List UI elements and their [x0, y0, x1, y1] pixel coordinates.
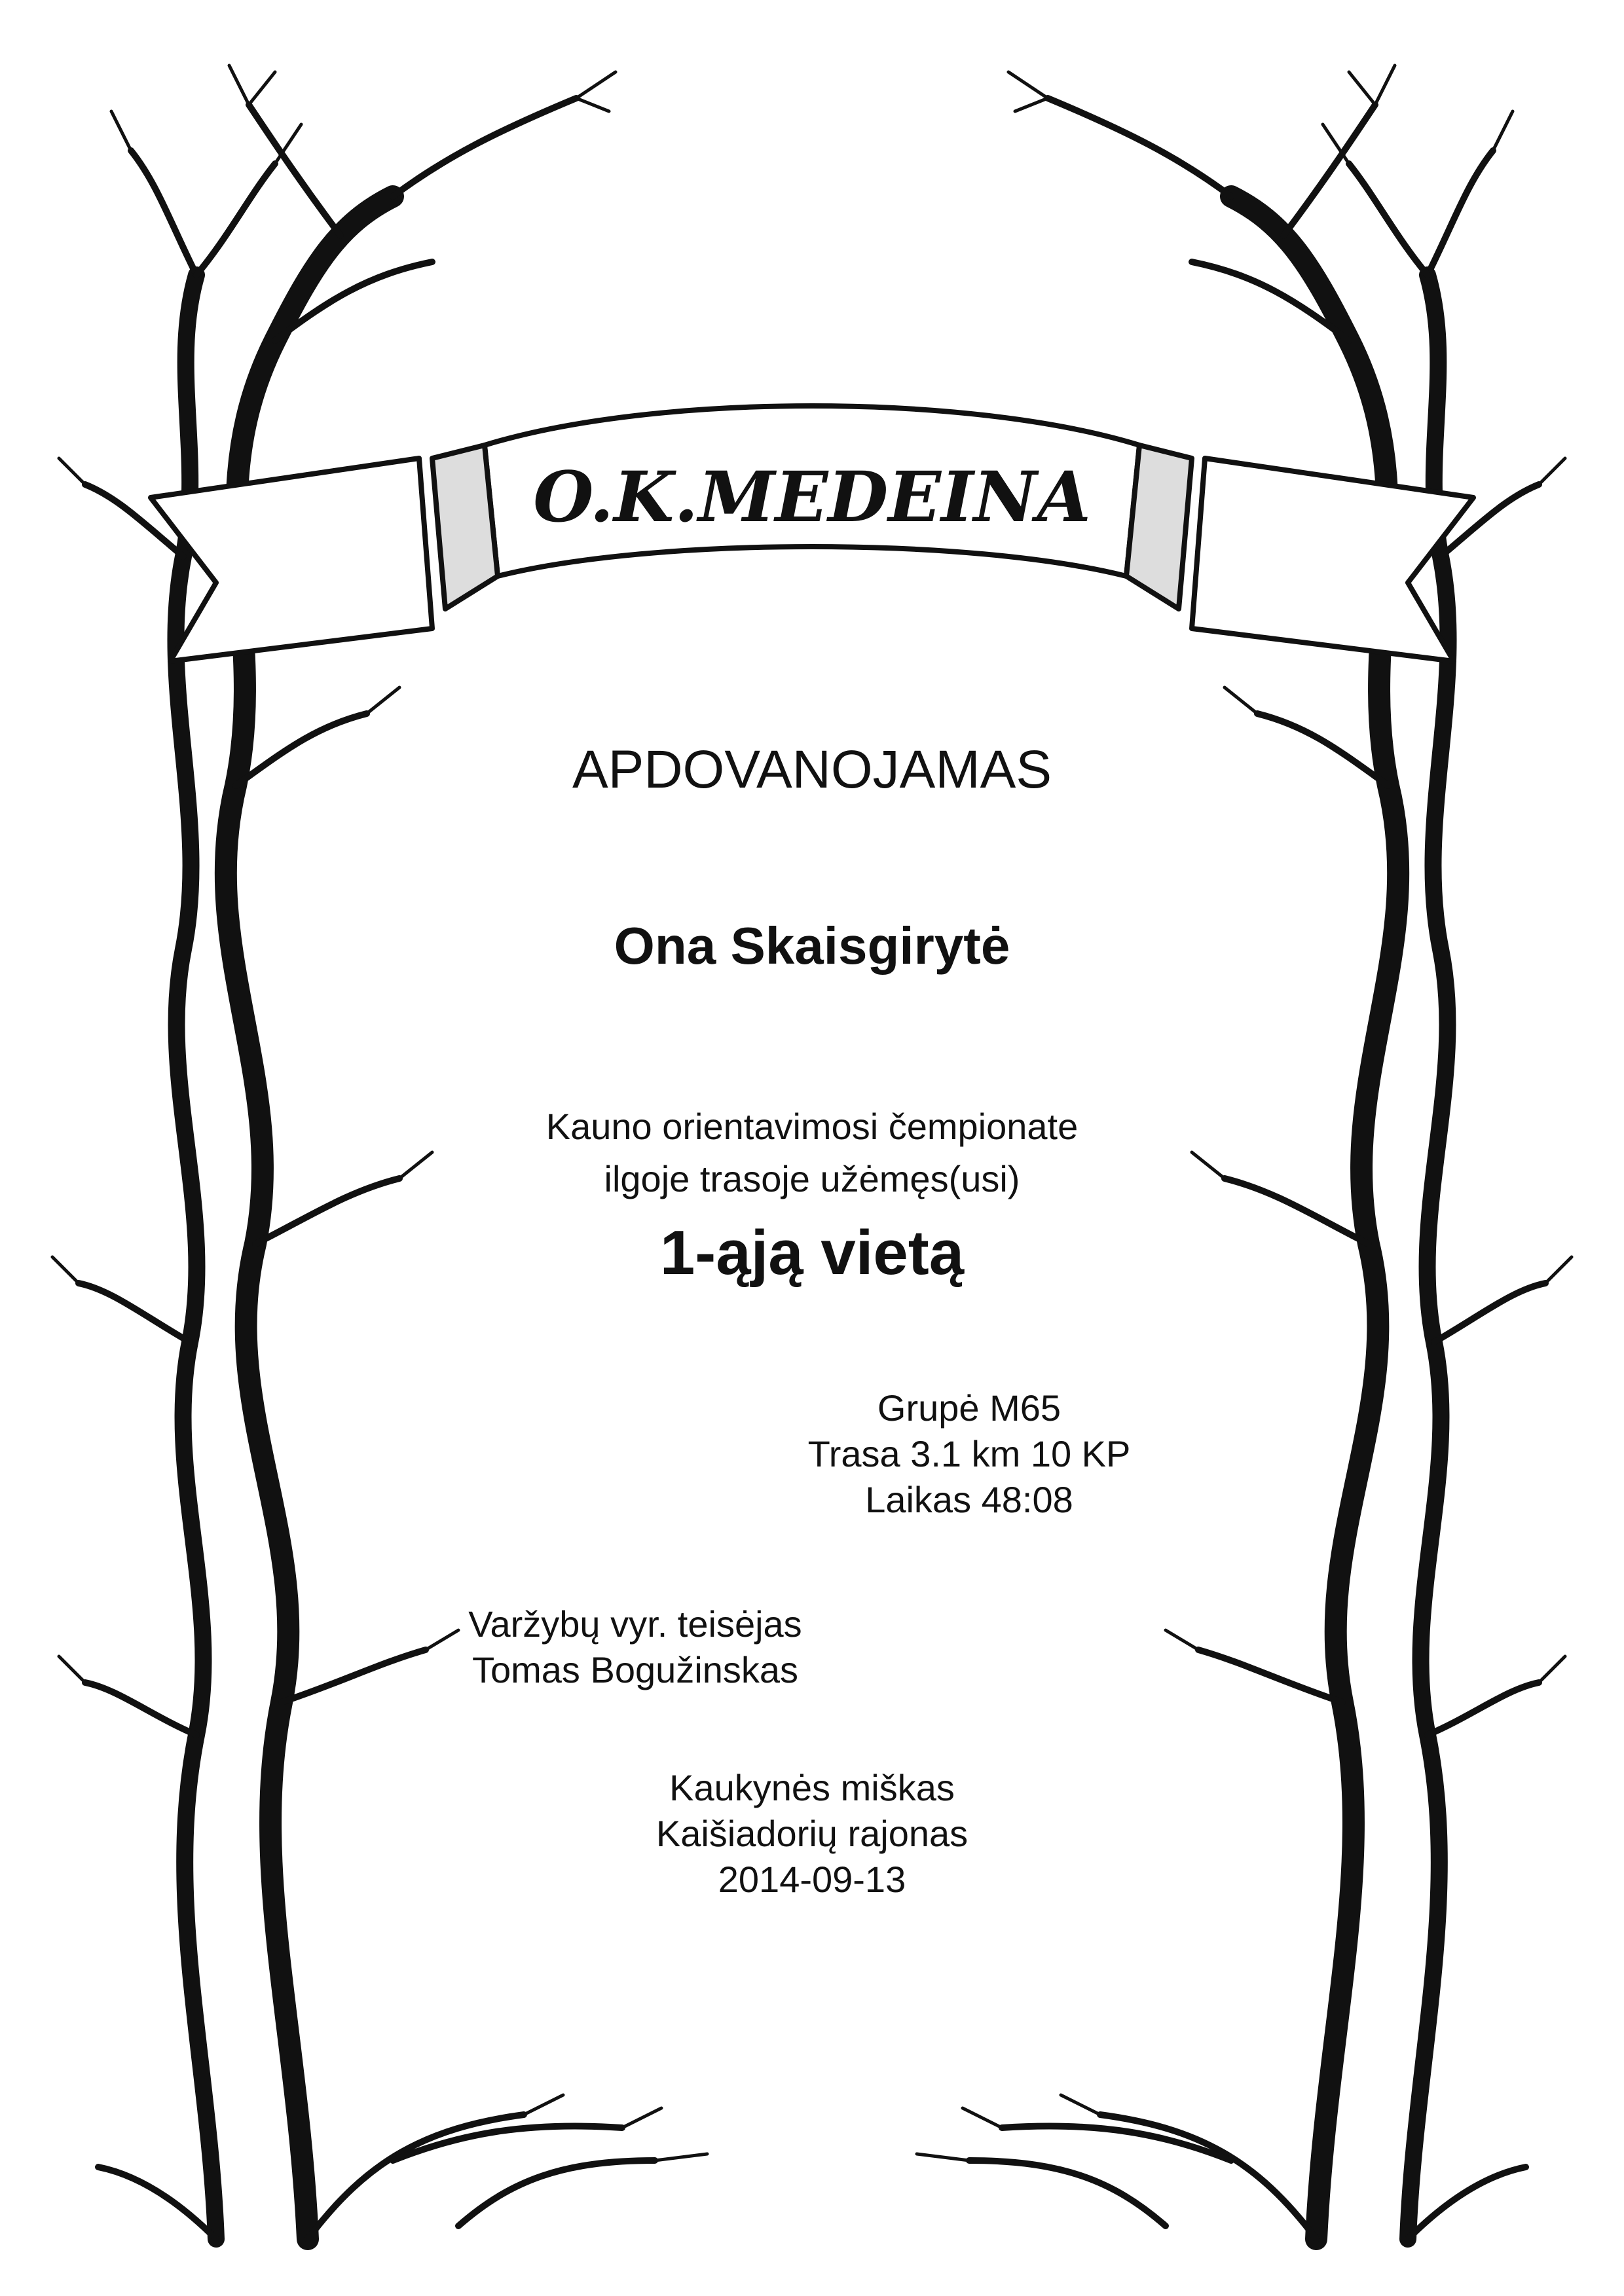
ribbon-fold-right	[1126, 445, 1192, 609]
judge-title: Varžybų vyr. teisėjas	[468, 1603, 802, 1645]
event-line-1: Kauno orientavimosi čempionate	[545, 1106, 1079, 1147]
place-awarded: 1-ąją vietą	[659, 1218, 965, 1288]
event-date: 2014-09-13	[718, 1859, 906, 1900]
recipient-name: Ona Skaisgirytė	[614, 917, 1010, 975]
result-course: Trasa 3.1 km 10 KP	[807, 1433, 1131, 1474]
judge-name: Tomas Bogužinskas	[471, 1649, 798, 1690]
result-time: Laikas 48:08	[865, 1479, 1073, 1520]
result-group: Grupė M65	[877, 1387, 1061, 1429]
ribbon-fold-left	[432, 445, 498, 609]
event-line-2: ilgoje trasoje užėmęs(usi)	[604, 1158, 1020, 1199]
venue-forest: Kaukynės miškas	[669, 1767, 955, 1808]
award-heading: APDOVANOJAMAS	[572, 740, 1052, 799]
club-name-banner: O.K.MEDEINA	[533, 456, 1091, 538]
venue-district: Kaišiadorių rajonas	[655, 1813, 969, 1854]
